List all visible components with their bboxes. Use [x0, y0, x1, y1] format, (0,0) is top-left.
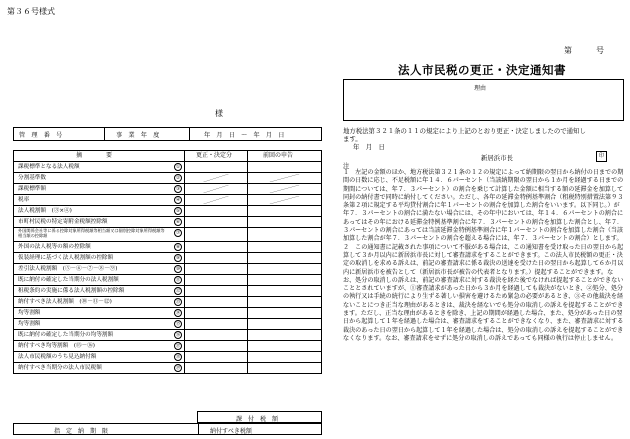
row-number: ⑯ [175, 333, 181, 338]
correction-value-cell [184, 308, 247, 318]
previous-value-cell [247, 217, 321, 227]
note-1: １ 左記の金額のほか、地方税法第３２１条の１２の規定によって納期限の翌日から納付の日までの期間の日数に応じ、不足税額に年１４．６パーセント（当該納期限の翌日から１か月を経過する日までの期間については、年７．３パーセント）の割合を乗じて計算した金額に相当する額の延滞金を加算して同封の納付書で同時に納付してください。ただし、各年の延滞金特例基準割合（租税特別措置法第９３条第２項に規定する平均貸付割合に年１パーセントの割合を加算した割合をいいます。以下同じ。）が年７．３パーセントの割合に満たない場合には、その年中においては、年１４．６パーセントの割合にあってはその年における延滞金特例基準割合に年７．３パーセントの割合を加算した割合とし、年７．３パーセントの割合にあっては当該延滞金特例基準割合に年１パーセントの割合を加算した割合（当該加算した割合が年７．３パーセントの割合を超える場合には、年７．３パーセントの割合）とします。 [343, 169, 624, 243]
table-row [14, 241, 321, 252]
table-row [14, 274, 321, 285]
previous-value-cell [247, 184, 321, 194]
previous-value-cell [247, 253, 321, 263]
table-row [14, 161, 321, 172]
row-number: ⑭ [175, 311, 181, 316]
table-row [14, 362, 321, 373]
correction-value-cell [184, 173, 247, 183]
row-label: 課税標準額 [18, 186, 46, 192]
previous-value-cell [247, 330, 321, 340]
legal-line-2: ます。 [343, 135, 362, 143]
row-number: ⑮ [175, 322, 181, 327]
table-row [14, 263, 321, 274]
document-number: 第 号 [564, 46, 604, 55]
previous-value-cell [247, 352, 321, 362]
previous-value-cell [247, 195, 321, 205]
table-row [14, 307, 321, 318]
row-label: 市町村民税の特定寄附金税額控除額 [18, 219, 108, 225]
row-number: ④ [175, 198, 181, 203]
row-number: ⑰ [175, 344, 181, 349]
row-label: 法人税割額 (③×④) [18, 208, 72, 214]
correction-value-cell [184, 184, 247, 194]
tax-amount-cell [197, 411, 322, 423]
correction-value-cell [184, 319, 247, 329]
row-label: 納付すべき均等割額 (⑮－⑯) [18, 343, 95, 349]
previous-value-cell [247, 173, 321, 183]
table-header [14, 151, 321, 161]
tax-table [13, 150, 322, 374]
correction-value-cell [184, 275, 247, 285]
issuer-name: 新居浜市長 [481, 154, 513, 162]
correction-value-cell [184, 253, 247, 263]
row-number: ⑩ [175, 267, 181, 272]
notes-heading: 注 [343, 162, 350, 170]
table-row [14, 318, 321, 329]
col-correction: 更正・決定分 [196, 152, 233, 159]
row-label: 租税条約の実施に係る法人税割額の控除額 [18, 288, 125, 294]
correction-value-cell [184, 195, 247, 205]
previous-value-cell [247, 228, 321, 241]
row-label: 既に納付の確定した当期分の均等割額 [18, 332, 114, 338]
table-row [14, 194, 321, 205]
col-previous: 前回の申告 [263, 152, 294, 159]
table-row [14, 227, 321, 241]
fiscal-year-label: 事 業 年 度 [116, 132, 160, 139]
table-row [14, 329, 321, 340]
form-number: 第３６号様式 [7, 7, 55, 16]
row-number: ⑨ [175, 256, 181, 261]
row-label: 納付すべき当期分の法人市民税額 [18, 365, 102, 371]
row-label: 差引法人税割額 (⑤－⑥－⑦－⑧－⑨) [18, 266, 118, 272]
notice-date: 年 月 日 [353, 143, 385, 151]
row-label: 納付すべき法人税割額 (⑩－⑪－⑫) [18, 299, 112, 305]
correction-value-cell [184, 286, 247, 296]
note-2: ２ この通知書に記載された事項について不服がある場合は、この通知書を受け取った日の翌日から起算して３か月以内に新居浜市長に対して審査請求をすることができます。この法人市民税額の更正・決定の取消しを求める訴えは、前記の審査請求に係る裁決の送達を受けた日の翌日から起算して６か月以内に新居浜市を被告として（新居浜市長が被告の代表者となります。）提起することができます。なお、処分の取消しの訴えは、前記の審査請求に対する裁決を経た後でなければ提起することができないこととされていますが、①審査請求があった日から３か月を経過しても裁決がないとき、②処分、処分の執行又は手続の続行により生ずる著しい損害を避けるため緊急の必要があるとき、③その他裁決を経ないことにつき正当な理由があるときは、裁決を経ないでも処分の取消しの訴えを提起することができます。ただし、正当な理由があるときを除き、上記の期間が経過した場合、また、処分があった日の翌日から起算して１年を経過した場合は、審査請求をすることができなくなり、また、審査請求に対する裁決のあった日の翌日から起算して１年を経過した場合は、処分の取消しの訴えを提起することができなくなります。なお、審査請求をせずに処分の取消しの訴えであっても同様の執行は停止しません。 [343, 243, 624, 342]
row-number: ⑱ [175, 355, 181, 360]
row-number: ③ [175, 187, 181, 192]
row-label: 外国の法人税等の額の控除額 [18, 244, 91, 250]
correction-value-cell [184, 352, 247, 362]
previous-value-cell [247, 206, 321, 216]
table-row [14, 216, 321, 227]
previous-value-cell [247, 264, 321, 274]
row-label: 均等割額 [18, 321, 41, 327]
deadline-label: 指 定 納 期 限 [54, 428, 109, 435]
correction-value-cell [184, 297, 247, 307]
row-number: ⑲ [175, 366, 181, 371]
table-row [14, 351, 321, 362]
table-row [14, 205, 321, 216]
deadline-row [13, 423, 322, 435]
row-number: ⑤ [175, 209, 181, 214]
row-number: ⑬ [175, 300, 181, 305]
previous-value-cell [247, 308, 321, 318]
notes-body [343, 169, 625, 343]
table-row [14, 252, 321, 263]
row-number: ⑦ [175, 231, 181, 236]
row-number: ① [175, 165, 181, 170]
row-label: 外国関係会社等に係る控除対象所得税額等相当額又は個別控除対象所得税額等相当額の控除額 [18, 228, 165, 238]
table-row [14, 172, 321, 183]
correction-value-cell [184, 206, 247, 216]
row-label: 仮装経理に基づく法人税割額の控除額 [18, 255, 114, 261]
row-label: 法人市民税額のうち見込納付額 [18, 354, 97, 360]
row-number: ⑪ [175, 278, 181, 283]
payable-label: 納付すべき税額 [210, 428, 252, 435]
row-number: ② [175, 176, 181, 181]
row-number: ⑫ [175, 289, 181, 294]
legal-line-1: 地方税法第３２１条の１１の規定により上記のとおり更正・決定しましたので通知し [343, 127, 586, 135]
row-number: ⑥ [175, 220, 181, 225]
correction-value-cell [184, 330, 247, 340]
row-number: ⑧ [175, 245, 181, 250]
previous-value-cell [247, 297, 321, 307]
table-row [14, 183, 321, 194]
reason-label: 理由 [474, 85, 487, 92]
previous-value-cell [247, 341, 321, 351]
correction-value-cell [184, 228, 247, 241]
period-label: 年 月 日 ～ 年 月 日 [204, 132, 285, 139]
table-row [14, 340, 321, 351]
legal-statement [343, 127, 586, 151]
correction-value-cell [184, 341, 247, 351]
previous-value-cell [247, 242, 321, 252]
row-label: 税率 [18, 197, 30, 203]
row-label: 均等割額 [18, 310, 41, 316]
bottom-section [13, 411, 322, 436]
previous-value-cell [247, 162, 321, 172]
row-label: 課税標準となる法人税額 [18, 164, 80, 170]
previous-value-cell [247, 275, 321, 285]
correction-value-cell [184, 242, 247, 252]
addressee-honorific: 様 [215, 109, 223, 118]
reason-box [343, 79, 624, 121]
correction-value-cell [184, 363, 247, 373]
col-summary: 摘 要 [76, 152, 113, 159]
table-row [14, 296, 321, 307]
previous-value-cell [247, 363, 321, 373]
official-seal: 印 [596, 151, 607, 162]
correction-value-cell [184, 217, 247, 227]
tax-amount-label: 課 付 税 額 [236, 416, 279, 423]
row-label: 既に納付の確定した当期分の法人税割額 [18, 277, 119, 283]
previous-value-cell [247, 286, 321, 296]
table-row [14, 285, 321, 296]
id-row [13, 127, 322, 141]
correction-value-cell [184, 162, 247, 172]
correction-value-cell [184, 264, 247, 274]
previous-value-cell [247, 319, 321, 329]
page-title: 法人市民税の更正・決定通知書 [398, 63, 566, 77]
row-label: 分割基準数 [18, 175, 46, 181]
mgmt-number-label: 管 理 番 号 [19, 132, 63, 139]
